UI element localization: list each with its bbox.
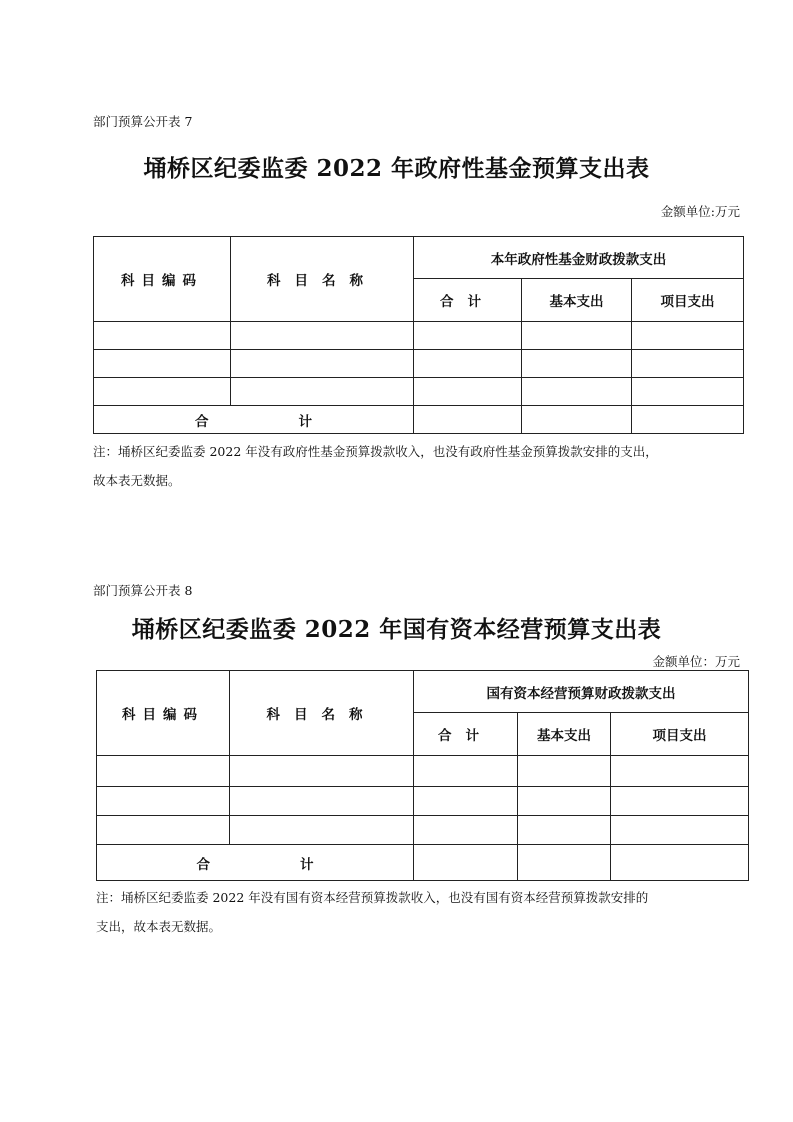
cell-total: [414, 350, 522, 378]
cell-basic: [518, 787, 611, 816]
cell-name: [230, 787, 414, 816]
cell-total: [414, 406, 522, 434]
cell-basic: [522, 322, 632, 350]
cell-code: [97, 816, 230, 845]
cell-basic: [518, 756, 611, 787]
cell-name: [231, 378, 414, 406]
note-line: 支出，故本表无数据。: [96, 919, 222, 934]
header-subject-name: 科目名称: [230, 671, 414, 756]
table-note: [93, 437, 753, 495]
budget-table: [96, 670, 749, 881]
sum-label-right: 计: [298, 413, 312, 430]
sum-label-left: 合: [195, 413, 209, 430]
cell-total: [414, 787, 518, 816]
cell-name: [231, 350, 414, 378]
cell-code: [94, 378, 231, 406]
cell-project: [611, 845, 749, 881]
table-row: [97, 756, 749, 787]
header-total: 合计: [414, 279, 522, 322]
cell-name: [230, 756, 414, 787]
sum-row: [94, 406, 744, 434]
cell-basic: [522, 350, 632, 378]
cell-total: [414, 845, 518, 881]
sum-label-cell: [94, 406, 414, 434]
sum-row: [97, 845, 749, 881]
budget-table: [93, 236, 744, 434]
cell-project: [611, 787, 749, 816]
cell-basic: [518, 816, 611, 845]
table-label: 部门预算公开表 7: [93, 114, 193, 129]
cell-basic: [522, 406, 632, 434]
cell-total: [414, 756, 518, 787]
cell-total: [414, 378, 522, 406]
cell-code: [97, 756, 230, 787]
header-project: 项目支出: [632, 279, 744, 322]
header-subject-name: 科目名称: [231, 237, 414, 322]
header-subject-code: 科目编码: [97, 671, 230, 756]
table-note: [96, 883, 756, 941]
cell-project: [632, 322, 744, 350]
cell-project: [611, 816, 749, 845]
cell-project: [632, 378, 744, 406]
header-total: 合计: [414, 713, 518, 756]
header-group: 本年政府性基金财政拨款支出: [414, 237, 744, 279]
page-title: 埇桥区纪委监委 2022 年国有资本经营预算支出表: [131, 616, 662, 643]
cell-code: [97, 787, 230, 816]
table-row: [94, 350, 744, 378]
cell-code: [94, 350, 231, 378]
sum-label-right: 计: [300, 856, 314, 873]
cell-name: [231, 322, 414, 350]
table-row: [94, 322, 744, 350]
cell-basic: [518, 845, 611, 881]
note-line: 注：埇桥区纪委监委 2022 年没有国有资本经营预算拨款收入，也没有国有资本经营预算拨款安排的: [96, 890, 649, 905]
cell-basic: [522, 378, 632, 406]
table-row: [97, 787, 749, 816]
cell-total: [414, 816, 518, 845]
note-line: 故本表无数据。: [93, 473, 181, 488]
note-line: 注：埇桥区纪委监委 2022 年没有政府性基金预算拨款收入，也没有政府性基金预算拨款安排的支出，: [93, 444, 658, 459]
header-subject-code: 科目编码: [94, 237, 231, 322]
table-row: [97, 816, 749, 845]
header-group: 国有资本经营预算财政拨款支出: [414, 671, 749, 713]
sum-label-cell: [97, 845, 414, 881]
unit-label: 金额单位：万元: [652, 654, 740, 669]
table-label: 部门预算公开表 8: [93, 583, 193, 598]
unit-label: 金额单位:万元: [660, 204, 740, 219]
header-basic: 基本支出: [522, 279, 632, 322]
cell-name: [230, 816, 414, 845]
cell-project: [632, 406, 744, 434]
cell-code: [94, 322, 231, 350]
cell-total: [414, 322, 522, 350]
cell-project: [632, 350, 744, 378]
header-basic: 基本支出: [518, 713, 611, 756]
header-project: 项目支出: [611, 713, 749, 756]
sum-label-left: 合: [196, 856, 210, 873]
table-row: [94, 378, 744, 406]
cell-project: [611, 756, 749, 787]
page-title: 埇桥区纪委监委 2022 年政府性基金预算支出表: [143, 155, 650, 182]
